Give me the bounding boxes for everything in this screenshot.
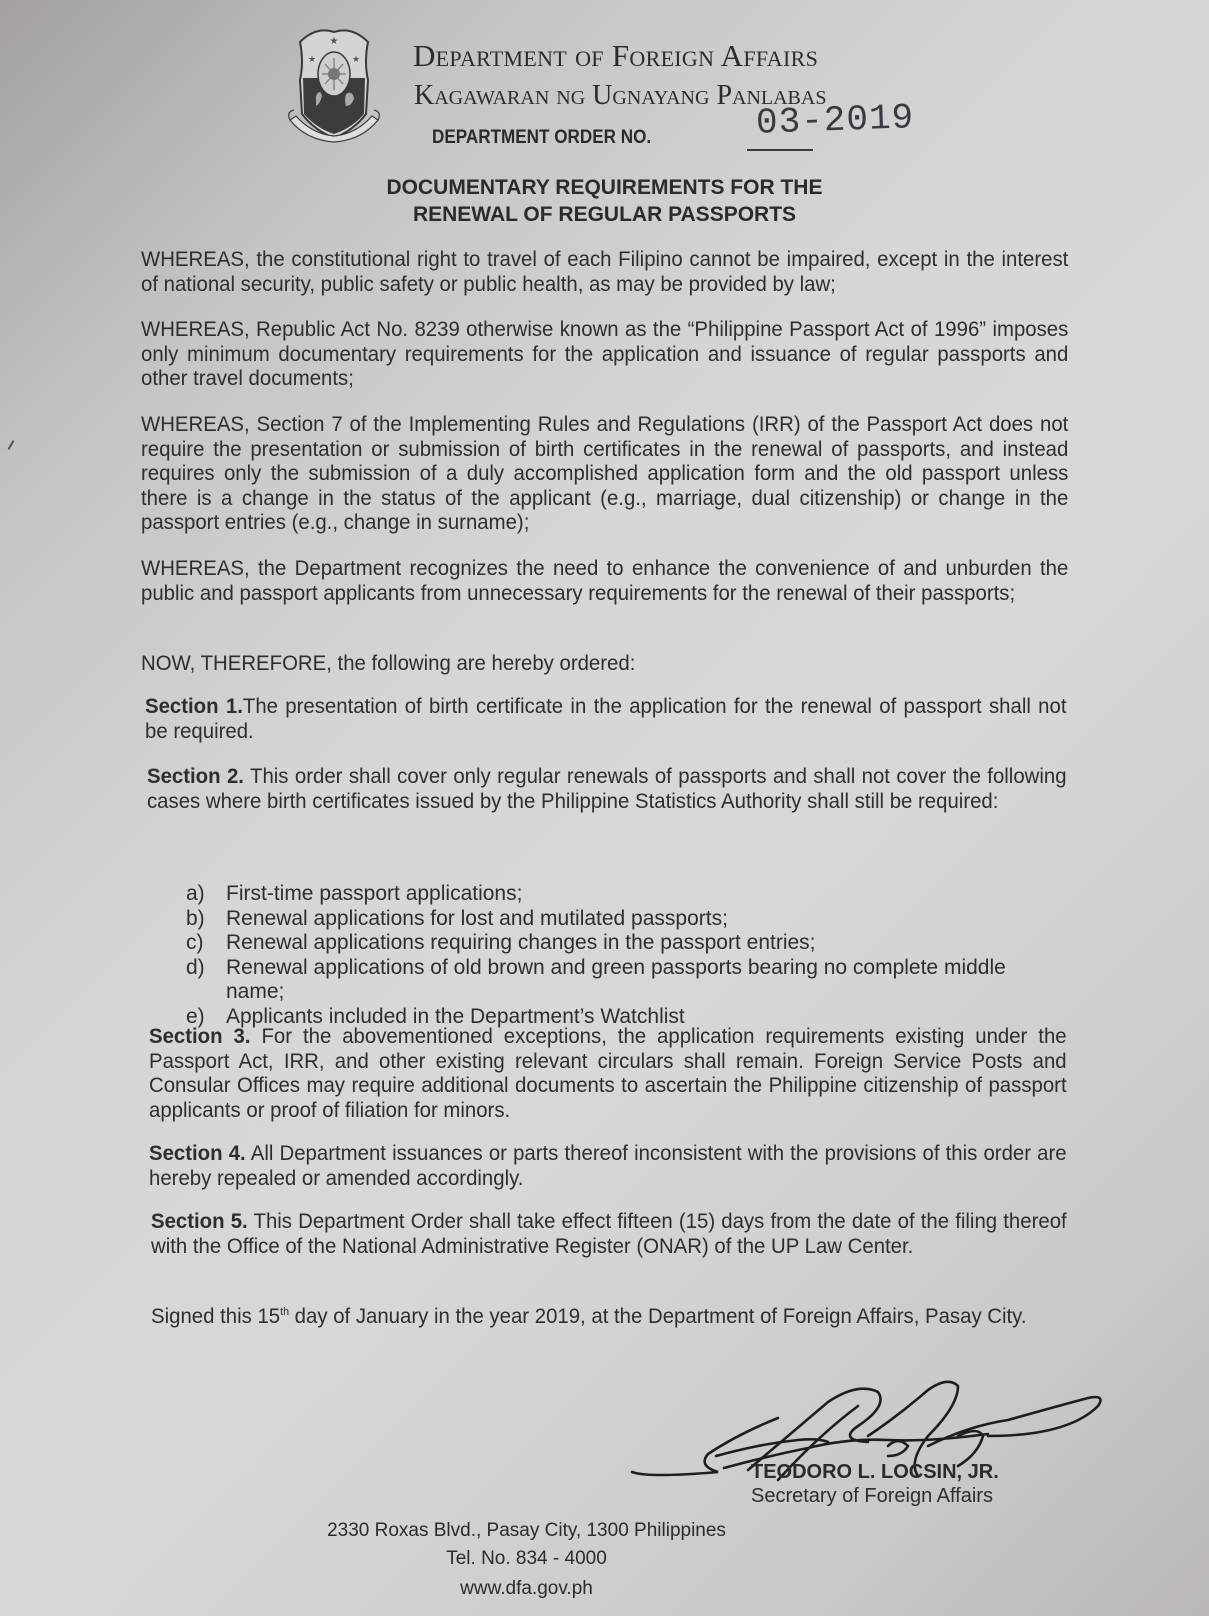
list-item — [186, 956, 1066, 1005]
section-2 — [147, 765, 1067, 814]
section-5 — [151, 1210, 1067, 1259]
ordinal-suffix: th — [280, 1306, 290, 1318]
footer-telephone: Tel. No. 834 - 4000 — [446, 1548, 607, 1569]
section-4 — [149, 1142, 1067, 1191]
section-text: This Department Order shall take effect fifteen (15) days from the date of the filing thereof with the Office of the National Administrative Register (ONAR) of the UP Law Center. — [151, 1210, 1067, 1258]
order-number-stamp: 03-2019 — [755, 97, 915, 144]
whereas-clause: WHEREAS, the Department recognizes the need to enhance the convenience of and unburden the public and passport applicants from unnecessary requirements for the renewal of their passports; — [141, 557, 1069, 605]
list-marker: a) — [186, 882, 205, 905]
list-text: Renewal applications of old brown and green passports bearing no complete middle name; — [226, 955, 1006, 1003]
department-name-tagalog: Kagawaran ng Ugnayang Panlabas — [414, 80, 827, 111]
list-item — [186, 907, 1066, 932]
list-text: Renewal applications requiring changes in the passport entries; — [226, 931, 816, 954]
document-title-line2: RENEWAL OF REGULAR PASSPORTS — [412, 203, 797, 226]
list-text: Applicants included in the Department’s Watchlist — [226, 1004, 685, 1028]
pen-mark — [8, 440, 15, 450]
section-1 — [145, 695, 1067, 744]
section-label: Section 3. — [149, 1025, 251, 1048]
whereas-clause: WHEREAS, Section 7 of the Implementing Rules and Regulations (IRR) of the Passport Act does not require the presentation or submission of birth certificates in the renewal of passports, and instead requires only the submission of a duly accomplished application form and the old passport unless there is a change in the status of the applicant (e.g., marriage, dual citizenship) or change in the passport entries (e.g., change in surname); — [141, 413, 1069, 534]
section-label: Section 4. — [149, 1142, 246, 1165]
list-item — [186, 931, 1066, 956]
section-label: Section 5. — [151, 1210, 248, 1233]
whereas-clause: WHEREAS, Republic Act No. 8239 otherwise known as the “Philippine Passport Act of 1996” imposes only minimum documentary requirements for the application and issuance of regular passports and other travel documents; — [141, 318, 1069, 390]
list-marker: c) — [186, 931, 204, 954]
signed-pre: Signed this 15 — [151, 1305, 281, 1328]
whereas-clause: WHEREAS, the constitutional right to travel of each Filipino cannot be impaired, except in the interest of national security, public safety or public health, as may be provided by law; — [141, 248, 1069, 296]
section-text: The presentation of birth certificate in the application for the renewal of passport shall not be required. — [145, 695, 1067, 743]
section-text: This order shall cover only regular renewals of passports and shall not cover the following cases where birth certificates issued by the Philippine Statistics Authority shall still be required: — [147, 765, 1067, 813]
coat-of-arms-seal-icon — [286, 22, 382, 144]
section-3 — [149, 1025, 1067, 1123]
list-marker: e) — [186, 1004, 205, 1028]
list-item — [186, 882, 1066, 907]
section-label: Section 2. — [147, 765, 244, 788]
list-marker: d) — [186, 955, 205, 979]
order-number-underline — [747, 149, 813, 151]
list-marker: b) — [186, 906, 205, 930]
section-text: For the abovementioned exceptions, the application requirements existing under the Passport Act, IRR, and other existing relevant circulars shall remain. Foreign Service Posts and Consular Offices may require additional documents to ascertain the Philippine citizenship of passport applicants or proof of filiation for minors. — [149, 1025, 1067, 1122]
order-number-label: DEPARTMENT ORDER NO. — [432, 127, 652, 148]
exceptions-list — [186, 882, 1066, 1029]
now-therefore-clause: NOW, THEREFORE, the following are hereby ordered: — [141, 652, 636, 675]
footer-website[interactable]: www.dfa.gov.ph — [460, 1578, 593, 1599]
svg-text:★: ★ — [329, 36, 339, 47]
signed-post: day of January in the year 2019, at the Department of Foreign Affairs, Pasay City. — [289, 1305, 1027, 1328]
signed-statement — [151, 1300, 1067, 1330]
list-text: First-time passport applications; — [226, 882, 523, 905]
document-title-line1: DOCUMENTARY REQUIREMENTS FOR THE — [386, 176, 823, 199]
svg-text:★: ★ — [307, 54, 317, 64]
list-text: Renewal applications for lost and mutilated passports; — [226, 906, 728, 930]
signatory-position: Secretary of Foreign Affairs — [751, 1485, 993, 1507]
section-text: All Department issuances or parts thereof inconsistent with the provisions of this order are hereby repealed or amended accordingly. — [149, 1142, 1067, 1190]
svg-text:★: ★ — [351, 54, 361, 64]
department-name-english: Department of Foreign Affairs — [413, 38, 819, 73]
signatory-name: TEODORO L. LOCSIN, JR. — [751, 1461, 999, 1483]
section-label: Section 1. — [145, 695, 243, 718]
footer-address: 2330 Roxas Blvd., Pasay City, 1300 Philippines — [327, 1520, 726, 1541]
